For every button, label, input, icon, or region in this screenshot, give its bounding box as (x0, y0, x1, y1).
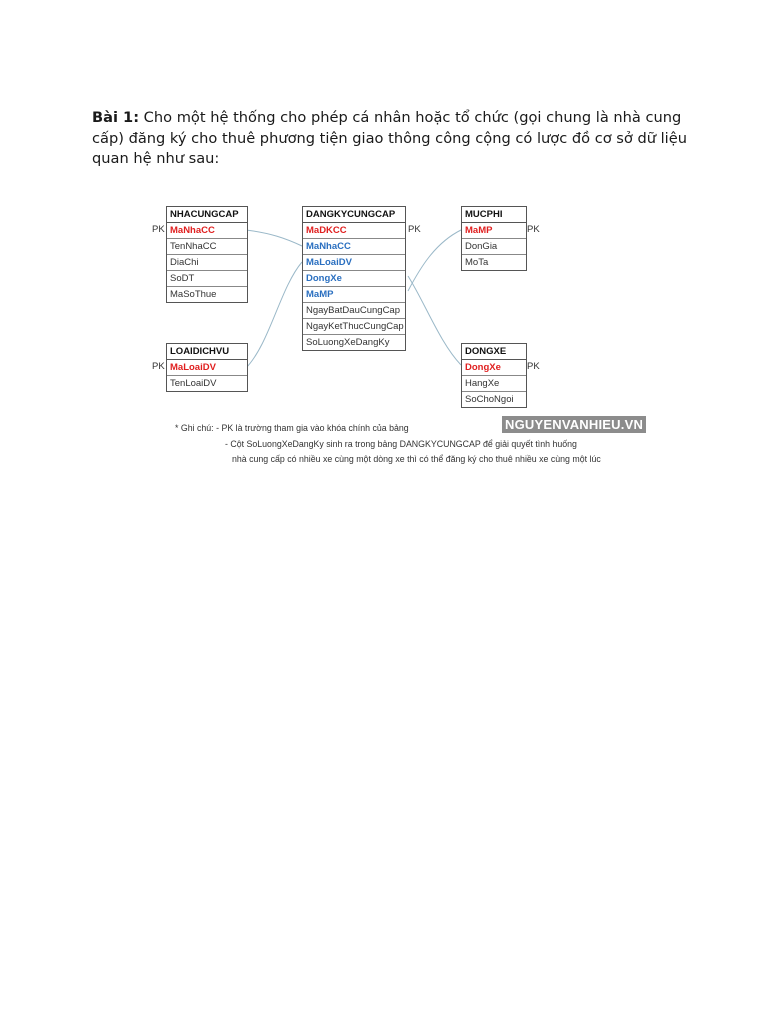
pk-label: PK (152, 361, 165, 372)
table-name: DONGXE (462, 344, 526, 360)
field: MaSoThue (170, 289, 217, 300)
field-pk: MaNhaCC (167, 223, 247, 239)
pk-label: PK (152, 224, 165, 235)
table-name: LOAIDICHVU (167, 344, 247, 360)
table-name: MUCPHI (462, 207, 526, 223)
field: MoTa (465, 257, 489, 268)
table-name: DANGKYCUNGCAP (303, 207, 405, 223)
field-pk: MaLoaiDV (167, 360, 247, 376)
table-dongxe (461, 343, 527, 408)
table-name: NHACUNGCAP (167, 207, 247, 223)
link-nhacungcap-dangky (246, 230, 302, 246)
field-fk: DongXe (303, 271, 405, 287)
table-dangkycungcap (302, 206, 406, 351)
field: TenNhaCC (167, 239, 247, 255)
field: SoChoNgoi (465, 394, 514, 405)
exercise-paragraph (92, 108, 692, 170)
table-loaidichvu (166, 343, 248, 392)
field-fk: MaNhaCC (303, 239, 405, 255)
link-loaidichvu-dangky (246, 262, 302, 368)
field: HangXe (462, 376, 526, 392)
field-pk: MaMP (462, 223, 526, 239)
exercise-text: Cho một hệ thống cho phép cá nhân hoặc tổ chức (gọi chung là nhà cung cấp) đăng ký cho thuê phương tiện giao thông công cộng có lược đồ cơ sở dữ liệu quan hệ như sau: (92, 109, 687, 167)
field-pk: DongXe (462, 360, 526, 376)
field: NgayBatDauCungCap (303, 303, 405, 319)
field: SoLuongXeDangKy (306, 337, 390, 348)
note-line-3: nhà cung cấp có nhiều xe cùng một dòng xe thì có thể đăng ký cho thuê nhiều xe cùng một lúc (232, 454, 601, 464)
table-mucphi (461, 206, 527, 271)
field-fk: MaLoaiDV (303, 255, 405, 271)
er-diagram (150, 203, 660, 468)
note-line-2: - Cột SoLuongXeDangKy sinh ra trong bảng DANGKYCUNGCAP để giải quyết tình huống (225, 439, 577, 449)
field-pk: MaDKCC (303, 223, 405, 239)
field: DiaChi (167, 255, 247, 271)
exercise-label: Bài 1: (92, 109, 140, 126)
field: DonGia (462, 239, 526, 255)
link-dongxe-dangky (408, 276, 461, 365)
table-nhacungcap (166, 206, 248, 303)
pk-label: PK (408, 224, 421, 235)
field: NgayKetThucCungCap (303, 319, 405, 335)
note-line-1: * Ghi chú: - PK là trường tham gia vào khóa chính của bảng (175, 423, 409, 433)
field-fk: MaMP (303, 287, 405, 303)
field: TenLoaiDV (170, 378, 217, 389)
pk-label: PK (527, 361, 540, 372)
link-mucphi-dangky (408, 230, 461, 291)
field: SoDT (167, 271, 247, 287)
pk-label: PK (527, 224, 540, 235)
watermark-logo: NGUYENVANHIEU.VN (502, 416, 646, 433)
